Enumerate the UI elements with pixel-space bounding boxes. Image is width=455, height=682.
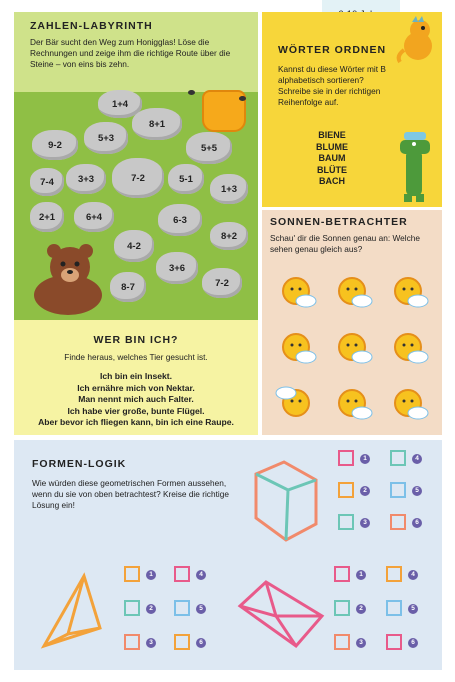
who-clue: Aber bevor ich fliegen kann, bin ich eine Raupe. [38,417,234,427]
option-number: 1 [356,570,366,580]
sun-icon [395,278,428,307]
option-square[interactable] [334,566,350,582]
who-clue: Ich bin ein Insekt. [99,371,173,381]
who-intro: Finde heraus, welches Tier gesucht ist. [64,352,208,362]
option-square[interactable] [390,450,406,466]
bee-icon [188,90,195,95]
sun-title: SONNEN-BETRACHTER [270,216,408,228]
word-item: BLÜTE [317,164,347,175]
sun-text: Schau' dir die Sonnen genau an: Welche sehen genau gleich aus? [270,233,420,254]
stone[interactable]: 8-7 [110,272,146,302]
stone[interactable]: 5-1 [168,164,204,194]
option-number: 2 [356,604,366,614]
word-list [262,130,402,188]
option-square[interactable] [174,566,190,582]
stone[interactable]: 7-2 [202,268,242,298]
option-number: 5 [196,604,206,614]
option-square[interactable] [386,566,402,582]
stone[interactable]: 1+4 [98,90,142,118]
shapes-panel [14,440,442,670]
sun-icon [276,387,309,416]
option-number: 4 [408,570,418,580]
stone[interactable]: 9-2 [32,130,78,160]
stone[interactable]: 8+2 [210,222,248,250]
who-clue: Man nennt mich auch Falter. [78,394,194,404]
stone[interactable]: 1+3 [210,174,248,204]
option-square[interactable] [334,634,350,650]
sun-icon [395,334,428,363]
word-item: BACH [319,176,345,186]
maze-panel [14,12,258,320]
bear-illustration [26,237,108,317]
word-item: BLUME [316,141,348,152]
option-square[interactable] [124,600,140,616]
cube-shape [246,454,324,544]
sun-icon [339,390,372,419]
sun-grid [268,265,436,430]
stone[interactable]: 3+3 [66,164,106,194]
option-number: 6 [412,518,422,528]
option-square[interactable] [124,634,140,650]
option-square[interactable] [386,634,402,650]
pyramid-shape [38,572,106,650]
option-number: 3 [146,638,156,648]
maze-title: ZAHLEN-LABYRINTH [30,20,153,32]
words-panel [262,12,442,207]
option-square[interactable] [338,514,354,530]
words-title: WÖRTER ORDNEN [278,44,387,56]
sun-icon [283,278,316,307]
sun-icon [339,278,372,307]
option-square[interactable] [124,566,140,582]
option-number: 3 [360,518,370,528]
maze-text: Der Bär sucht den Weg zum Honigglas! Löse die Rechnungen und zeige ihm die richtige Route über die Steine – von eins bis zehn. [30,37,231,69]
shapes-text: Wie würden diese geometrischen Formen aussehen, wenn du sie von oben betrachtest? Kreise die richtige Lösung ein! [32,478,229,510]
option-square[interactable] [390,514,406,530]
option-number: 6 [408,638,418,648]
who-panel [14,320,258,435]
option-number: 4 [196,570,206,580]
word-item: BAUM [318,153,346,163]
option-number: 1 [146,570,156,580]
stone[interactable]: 2+1 [30,202,64,232]
dragon-icon [394,16,440,64]
option-square[interactable] [386,600,402,616]
option-number: 2 [146,604,156,614]
option-number: 5 [408,604,418,614]
option-number: 3 [356,638,366,648]
option-number: 5 [412,486,422,496]
sun-icon [283,334,316,363]
who-clue: Ich habe vier große, bunte Flügel. [67,405,205,416]
option-square[interactable] [174,634,190,650]
sun-panel [262,210,442,435]
stone[interactable]: 6-3 [158,204,202,236]
stone[interactable]: 5+3 [84,122,128,154]
stone[interactable]: 4-2 [114,230,154,262]
stone[interactable]: 6+4 [74,202,114,232]
stone[interactable]: 3+6 [156,252,198,284]
who-clues [14,371,258,429]
shapes-title: FORMEN-LOGIK [32,458,127,470]
stone[interactable]: 7-4 [30,168,64,196]
stone[interactable]: 7-2 [112,158,164,198]
option-square[interactable] [334,600,350,616]
option-number: 4 [412,454,422,464]
who-title: WER BIN ICH? [93,334,179,346]
who-clue: Ich ernähre mich von Nektar. [77,382,195,393]
prism-shape [236,576,332,652]
word-item: BIENE [318,130,346,140]
stone[interactable]: 5+5 [186,132,232,164]
crocodile-icon [392,130,438,204]
option-square[interactable] [338,450,354,466]
sun-icon [395,390,428,419]
stone[interactable]: 8+1 [132,108,182,140]
option-number: 6 [196,638,206,648]
sun-icon [339,334,372,363]
option-square[interactable] [338,482,354,498]
option-square[interactable] [174,600,190,616]
bee-icon [239,96,246,101]
option-square[interactable] [390,482,406,498]
words-text: Kannst du diese Wörter mit B alphabetisch sortieren? Schreibe sie in der richtigen Reihenfolge auf. [278,64,386,107]
option-number: 1 [360,454,370,464]
option-number: 2 [360,486,370,496]
